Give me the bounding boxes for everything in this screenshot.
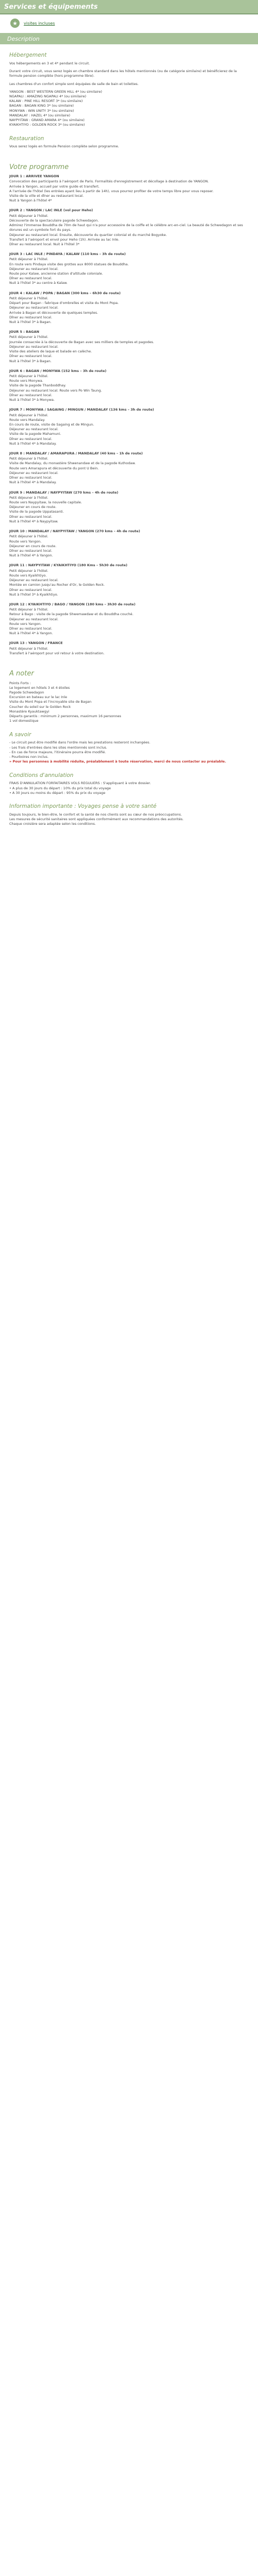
- day-line: En route vers Pindaya visite des grottes aux 8000 statues de Bouddha.: [9, 262, 129, 266]
- days-list: [9, 174, 249, 656]
- information-line: Depuis toujours, le bien-être, le confort et la santé de nos clients sont au cœur de nos préoccupations.: [9, 812, 182, 817]
- day-title: JOUR 8 : MANDALAY / AMARAPURA / MANDALAY (40 kms – 1h de route): [9, 451, 143, 456]
- hotel-item: MANDALAY : HAZEL 4* (ou similaire): [9, 113, 70, 117]
- day-line: Départ pour Bagan : fabrique d'ombrelles et visite du Mont Popa.: [9, 301, 119, 306]
- day-line: Nuit à l'hôtel 4* à Yangon.: [9, 553, 53, 558]
- day-title: JOUR 4 : KALAW / POPA / BAGAN (300 kms – 6h30 de route): [9, 291, 121, 295]
- savoir-bold: » Pour les personnes à mobilité réduite, préalablement à toute réservation, merci de nous contacter au préalable.: [9, 759, 227, 764]
- day-title: JOUR 13 : YANGON / FRANCE: [9, 641, 63, 646]
- day-line: Déjeuner au restaurant local.: [9, 617, 59, 621]
- day-line: Route vers Monywa.: [9, 379, 43, 383]
- day-block: [9, 330, 249, 364]
- day-block: [9, 451, 249, 485]
- day-line: Petit déjeuner à l'hôtel.: [9, 607, 49, 612]
- noter-line: Coucher du soleil sur le Golden Rock: [9, 704, 71, 709]
- day-line: Route vers Mandalay.: [9, 417, 45, 422]
- day-block: [9, 563, 249, 597]
- savoir-line: - Les frais d'entrées dans les sites mentionnés sont inclus.: [9, 745, 107, 750]
- day-line: Dîner au restaurant local.: [9, 436, 53, 441]
- conditions-line: • A plus de 30 jours du départ : 10% du prix total du voyage: [9, 786, 111, 790]
- day-block: [9, 602, 249, 636]
- programme-title: Votre programme: [9, 163, 69, 171]
- day-line: Transfert à l'aéroport pour vol retour à votre destination.: [9, 651, 105, 655]
- day-line: Arrivée à Yangon, accueil par votre guide et transfert.: [9, 184, 100, 189]
- day-line: Montée en camion jusqu'au Rocher d'Or, le Golden Rock.: [9, 583, 105, 587]
- savoir-line: - En cas de force majeure, l'itinéraire pourra être modifié.: [9, 750, 106, 754]
- day-title: JOUR 12 : KYAIKHTIYO / BAGO / YANGON (180 kms – 3h30 de route): [9, 602, 136, 606]
- day-line: Transfert à l'aéroport et envol pour Heho (1h). Arrivée au lac Inle.: [9, 237, 120, 242]
- day-line: Dîner au restaurant local.: [9, 354, 53, 359]
- noter-line: Monastère Kyauktawgyi: [9, 709, 50, 714]
- day-title: JOUR 1 : ARRIVEE YANGON: [9, 174, 59, 179]
- conditions-line: • A 30 jours ou moins du départ : 95% du prix du voyage: [9, 790, 106, 795]
- day-line: Visite de Mandalay, du monastère Shwenandaw et de la pagode Kuthodaw.: [9, 461, 136, 466]
- hotel-item: KYAIKHTIYO : GOLDEN ROCK 3* (ou similaire): [9, 123, 85, 127]
- hebergement-p2: Durant votre circuit, vous serez logés en chambre standard dans les hôtels mentionnés (ou de catégorie similaire) et bénéficierez de la formule pension complète (hors programme libre).: [9, 69, 237, 78]
- savoir-list: [9, 740, 249, 759]
- day-line: Visite de la pagode Thanboddhay.: [9, 383, 67, 388]
- conditions-list: [9, 781, 249, 795]
- description-bar: [0, 33, 258, 44]
- day-line: Déjeuner au restaurant local.: [9, 344, 59, 349]
- day-line: Nuit à l'hôtel 4* à Mandalay.: [9, 480, 57, 485]
- day-line: Déjeuner au restaurant local.: [9, 306, 59, 310]
- day-title: JOUR 3 : LAC INLE / PINDAYA / KALAW (110 kms – 3h de route): [9, 252, 126, 257]
- restauration-title: Restauration: [9, 135, 44, 142]
- day-line: Visite des ateliers de laque et balade en calèche.: [9, 349, 92, 354]
- day-line: Dîner au restaurant local.: [9, 476, 53, 480]
- day-line: Nuit à l'hôtel 3* à Bagan.: [9, 320, 52, 325]
- day-line: Retour à Bago : visite de la pagode Shwemawdaw et du Bouddha couché.: [9, 612, 134, 617]
- day-line: Petit déjeuner à l'hôtel.: [9, 335, 49, 340]
- day-line: Dîner au restaurant local.: [9, 514, 53, 519]
- day-line: Déjeuner en cours de route.: [9, 544, 57, 548]
- noter-line: Excursion en bateau sur le lac Inle: [9, 695, 67, 700]
- day-block: [9, 291, 249, 325]
- hotel-item: KALAW : PINE HILL RESORT 3* (ou similaire): [9, 99, 83, 104]
- star-icon: ★: [10, 19, 20, 28]
- header-title: Services et équipements: [4, 3, 98, 11]
- day-line: Dîner au restaurant local.: [9, 626, 53, 631]
- day-line: Petit déjeuner à l'hôtel.: [9, 495, 49, 500]
- day-line: Visite de la pagode Mahamuni.: [9, 432, 61, 436]
- hebergement-p1: Vos hébergements en 3 et 4* pendant le circuit.: [9, 61, 90, 65]
- day-line: A l'arrivée de l'hôtel (les entrées ayant lieu à partir de 14h), vous pourrez profiter de votre temps libre pour vous reposer.: [9, 189, 214, 193]
- day-line: Route pour Kalaw, ancienne station d'altitude coloniale.: [9, 272, 103, 276]
- day-line: Dîner au restaurant local.: [9, 548, 53, 553]
- noter-line: Le logement en hôtels 3 et 4 étoiles: [9, 685, 70, 690]
- hotel-list: [9, 90, 249, 128]
- day-line: Visite de la pagode Uppatasanti.: [9, 510, 64, 514]
- day-line: Route vers Yangon.: [9, 621, 42, 626]
- day-block: [9, 174, 249, 203]
- information-title: Information importante : Voyages pense à votre santé: [9, 803, 157, 810]
- day-block: [9, 641, 249, 656]
- hebergement-p3: Les chambres d'un confort simple sont équipées de salle de bain et toilettes.: [9, 81, 139, 86]
- day-title: JOUR 11 : NAYPYITAW / KYAIKHTIYO (180 Kms – 5h30 de route): [9, 563, 127, 568]
- information-list: [9, 812, 249, 827]
- day-line: Dîner au restaurant local.: [9, 315, 53, 319]
- day-block: [9, 369, 249, 403]
- day-line: Route vers Naypyitaw, la nouvelle capitale.: [9, 500, 82, 505]
- hotel-item: NGAPALI : AMAZING NGAPALI 4* (ou similaire): [9, 94, 87, 98]
- day-line: Nuit à l'hôtel 4* à Naypyitaw.: [9, 519, 58, 523]
- page: [0, 0, 258, 834]
- day-line: Dîner au restaurant local.: [9, 587, 53, 592]
- day-block: [9, 208, 249, 247]
- day-line: Nuit à l'hôtel 4* à Yangon.: [9, 631, 53, 636]
- tools-row: [0, 14, 258, 32]
- day-line: Route vers Amarapura et découverte du pont U Bein.: [9, 466, 99, 470]
- day-title: JOUR 7 : MONYWA / SAGAING / MINGUN / MANDALAY (136 kms – 3h de route): [9, 408, 154, 412]
- savoir-line: - Pourboires non inclus.: [9, 755, 49, 759]
- conditions-line: FRAIS D'ANNULATION FORFAITAIRES VOLS REGULIERS : S'appliquant à votre dossier.: [9, 781, 151, 786]
- day-line: Déjeuner au restaurant local. Route vers Po Win Taung.: [9, 388, 102, 393]
- day-line: Route vers Yangon.: [9, 539, 42, 544]
- noter-line: Points Forts :: [9, 681, 31, 685]
- information-line: Chaque croisière sera adaptée selon les conditions.: [9, 822, 96, 826]
- day-line: Nuit à l'hôtel 3* à Kyaikhtiyo.: [9, 592, 58, 597]
- hebergement-title: Hébergement: [9, 52, 47, 58]
- day-title: JOUR 10 : MANDALAY / NAYPYITAW / YANGON (270 kms – 4h de route): [9, 529, 140, 534]
- day-block: [9, 408, 249, 446]
- day-line: Nuit à l'hôtel 3* à Monywa.: [9, 398, 55, 402]
- visites-link[interactable]: visites incluses: [24, 21, 55, 26]
- day-line: Nuit à l'hôtel 4* à Mandalay.: [9, 441, 57, 446]
- day-line: Admirez l'immense Bouddha de 70m de haut qui n'a pour accessoire de la coiffe et le célèbre arc-en-ciel. La beauté de Schwedagon et ses dorures est un symbole fort du pays.: [9, 223, 243, 232]
- content: [0, 52, 258, 834]
- day-line: Déjeuner au restaurant local.: [9, 578, 59, 583]
- noter-line: Départs garantis : minimum 2 personnes, maximum 16 personnes: [9, 714, 121, 719]
- header-bar: [0, 0, 258, 14]
- day-block: [9, 252, 249, 286]
- information-line: Les mesures de sécurité sanitaires sont appliquées conformément aux recommandations des autorités.: [9, 817, 184, 822]
- day-line: Déjeuner au restaurant local.: [9, 266, 59, 271]
- day-line: Déjeuner au restaurant local.: [9, 470, 59, 475]
- day-line: Petit déjeuner à l'hôtel.: [9, 534, 49, 539]
- day-line: Nuit à Yangon à l'hôtel 4*: [9, 198, 52, 203]
- noter-line: Visite du Mont Popa et l'incroyable site de Bagan: [9, 700, 92, 704]
- day-line: Petit déjeuner à l'hôtel.: [9, 413, 49, 417]
- noter-list: [9, 681, 249, 724]
- savoir-line: - Le circuit peut être modifié dans l'ordre mais les prestations resteront inchangées.: [9, 740, 151, 745]
- day-title: JOUR 6 : BAGAN / MONYWA (152 kms – 3h de route): [9, 368, 107, 373]
- day-line: Petit déjeuner à l'hôtel.: [9, 257, 49, 262]
- hotel-item: NAYPYITAW : GRAND AMARA 4* (ou similaire): [9, 118, 85, 123]
- day-line: Visite de la ville et dîner au restaurant local.: [9, 193, 84, 198]
- hotel-item: YANGON : BEST WESTERN GREEN HILL 4* (ou similaire): [9, 89, 102, 94]
- day-line: Petit déjeuner à l'hôtel.: [9, 213, 49, 218]
- noter-line: 1 vol domestique: [9, 719, 39, 723]
- day-line: Petit déjeuner à l'hôtel.: [9, 456, 49, 461]
- day-line: Petit déjeuner à l'hôtel.: [9, 646, 49, 651]
- day-line: Convocation des participants à l'aéroport de Paris. Formalités d'enregistrement et décollage à destination de YANGON.: [9, 179, 209, 184]
- day-line: Découverte de la spectaculaire pagode Schwedagon.: [9, 218, 99, 223]
- day-line: Nuit à l'hôtel 3* à Bagan.: [9, 359, 52, 363]
- day-line: Journée consacrée à la découverte de Bagan avec ses milliers de temples et pagodes.: [9, 340, 154, 344]
- day-block: [9, 529, 249, 558]
- day-line: Dîner au restaurant local.: [9, 276, 53, 281]
- savoir-title: A savoir: [9, 731, 31, 738]
- day-line: Dîner au restaurant local. Nuit à l'hôtel 3*: [9, 242, 80, 246]
- day-line: Déjeuner au restaurant local. Ensuite, découverte du quartier colonial et du marché Bogyoke.: [9, 232, 167, 237]
- description-title: Description: [7, 35, 40, 42]
- hotel-item: BAGAN : BAGAN KING 3* (ou similaire): [9, 104, 74, 108]
- day-line: Déjeuner au restaurant local.: [9, 427, 59, 432]
- day-line: Petit déjeuner à l'hôtel.: [9, 568, 49, 573]
- restauration-text: Vous serez logés en formule Pension complète selon programme.: [9, 144, 119, 149]
- hotel-item: MONYWA : WIN UNITY 3* (ou similaire): [9, 108, 74, 113]
- day-line: Déjeuner en cours de route.: [9, 505, 57, 510]
- day-line: Dîner au restaurant local.: [9, 393, 53, 397]
- day-block: [9, 490, 249, 524]
- day-title: JOUR 5 : BAGAN: [9, 330, 39, 334]
- conditions-title: Conditions d'annulation: [9, 772, 74, 778]
- day-line: Route vers Kyaikhtiyo.: [9, 573, 47, 578]
- noter-title: A noter: [9, 670, 34, 678]
- day-line: Petit déjeuner à l'hôtel.: [9, 296, 49, 300]
- noter-line: Pagode Schwedagon: [9, 690, 44, 695]
- day-line: Arrivée à Bagan et découverte de quelques temples.: [9, 310, 98, 315]
- day-line: En cours de route, visite de Sagaing et de Mingun.: [9, 422, 94, 427]
- day-title: JOUR 2 : YANGON / LAC INLE (vol pour Heho): [9, 208, 93, 213]
- day-line: Petit déjeuner à l'hôtel.: [9, 374, 49, 378]
- day-line: Nuit à l'hôtel 3* au centre à Kalaw.: [9, 281, 68, 285]
- day-title: JOUR 9 : MANDALAY / NAYPYITAW (270 kms – 4h de route): [9, 490, 119, 495]
